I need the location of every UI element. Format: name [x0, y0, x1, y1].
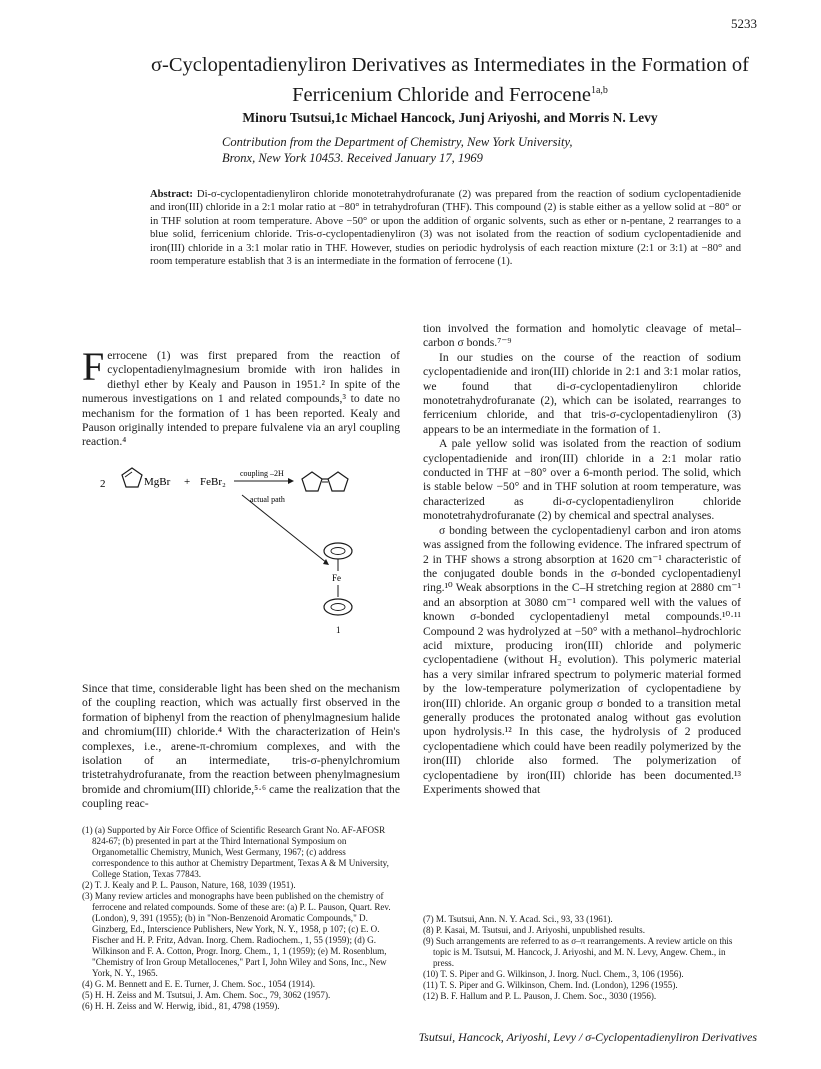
footnote-5: (5) H. H. Zeiss and M. Tsutsui, J. Am. Chem. Soc., 79, 3062 (1957).: [82, 990, 331, 1000]
footnote-6: (6) H. H. Zeiss and W. Herwig, ibid., 81, 4798 (1959).: [82, 1001, 280, 1011]
contribution-line-1: Contribution from the Department of Chemistry, New York University,: [222, 135, 573, 149]
reaction-scheme: [92, 445, 392, 665]
author-list: Minoru Tsutsui,1c Michael Hancock, Junj Ariyoshi, and Morris N. Levy: [242, 110, 658, 125]
contribution-line-2: Bronx, New York 10453. Received January 17, 1969: [222, 151, 483, 165]
footnotes-right: [423, 914, 741, 1002]
abstract-label: Abstract:: [150, 189, 193, 200]
paragraph-sigma-bonding: σ bonding between the cyclopentadienyl carbon and iron atoms was assigned from the following evidence. The infrared spectrum of 2 in THF shows a strong absorption at 1620 cm⁻¹ characteristic of the conjugated double bonds in the σ-bonded cyclopentadienyl ring.¹⁰ Weak absorptions in the C–H stretching region at 2880 cm⁻¹ and an absorption at 3080 cm⁻¹ compared well with the values of known σ-bonded cyclopentadienyl metal compounds.¹⁰·¹¹ Compound 2 was hydrolyzed at −50° with a methanol–hydrochloric acid mixture, producing iron(III) chloride and polymeric cyclopentadiene (without H₂ evolution). This polymeric material has a very similar infrared spectrum to polymeric material formed by the low-temperature polymerization of cyclopentadiene by iron(III) chloride. An organic group σ bonded to a transition metal generally produces the protonated analog without gas evolution upon hydrolysis.¹² In this case, the hydrolysis of 2 produced cyclopentadiene which could have been readily polymerized by the iron(III) chloride also formed. The polymerization of cyclopentadiene by iron(III) chloride has been documented.¹³ Experiments showed that: [423, 523, 741, 796]
paragraph-intro: [82, 344, 400, 450]
drop-cap: F: [82, 344, 105, 389]
actual-path-label: actual path: [250, 495, 285, 504]
paragraph-isolation: A pale yellow solid was isolated from the reaction of sodium cyclopentadienide and iron(III) chloride in a 2:1 molar ratio conducted in THF at −80° over a 6-month period. The solid, which is stable below −50° and in THF solution at room temperature, was characterized as di-σ-cyclopentadienyliron chloride monotetrahydrofuranate (2) by chemical and spectral analyses.: [423, 437, 741, 523]
scheme-mgbr: MgBr: [144, 476, 171, 488]
compound-label: 1: [336, 625, 341, 635]
ferrocene-iron: Fe: [332, 573, 341, 583]
right-column: [423, 322, 741, 797]
ferrocene-top-ring-inner: [331, 548, 345, 555]
article-title: [150, 52, 750, 108]
left-column-bottom: [82, 682, 400, 812]
ferrocene-bottom-ring: [324, 599, 352, 615]
scheme-febr2: FeBr₂: [200, 476, 226, 488]
ferrocene-top-ring: [324, 543, 352, 559]
fulvalene-ring-right: [328, 472, 348, 491]
actual-path-arrow: [242, 495, 327, 563]
abstract: [150, 188, 741, 268]
cyclopentadienyl-ring: [122, 468, 142, 487]
title-text: σ-Cyclopentadienyliron Derivatives as Intermediates in the Formation of Ferricenium Chloride and Ferrocene: [151, 54, 749, 106]
contribution-note: [222, 134, 742, 166]
ferrocene-bottom-ring-inner: [331, 604, 345, 611]
footnote-10: (10) T. S. Piper and G. Wilkinson, J. Inorg. Nucl. Chem., 3, 106 (1956).: [423, 969, 684, 979]
paragraph-mechanism: Since that time, considerable light has been shed on the mechanism of the coupling reaction, which was actually first observed in the formation of biphenyl from the reaction of phenylmagnesium halide and chromium(III) chloride.⁴ With the characterization of Hein's complexes, i.e., arene-π-chromium complexes, and with the isolation of an intermediate, tris-σ-phenylchromium tristetrahydrofuranate, from the reaction between phenylmagnesium bromide and chromium(III) chloride,⁵·⁶ came the realization that the coupling reac-: [82, 682, 400, 811]
footnote-7: (7) M. Tsutsui, Ann. N. Y. Acad. Sci., 93, 33 (1961).: [423, 914, 613, 924]
paragraph-intro-text: errocene (1) was first prepared from the reaction of cyclopentadienylmagnesium bromide with iron halides in diethyl ether by Kealy and Pauson in 1951.² In spite of the numerous investigations on 1 and related compounds,³ to date no mechanism for the formation of 1 has been reported. Kealy and Pauson originally intended to prepare fulvalene via an aryl coupling reaction.⁴: [82, 349, 400, 449]
footnote-3: (3) Many review articles and monographs have been published on the chemistry of ferrocene and related compounds. Some of these are: (a) P. L. Pauson, Quart. Rev. (London), 9, 391 (1955); (b) in "Non-Benzenoid Aromatic Compounds," D. Ginzberg, Ed., Interscience Publishers, New York, N. Y., 1958, p 107; (c) E. O. Fischer and H. P. Fritz, Advan. Inorg. Chem. Radiochem., 1, 55 (1959); (d) G. Wilkinson and F. A. Cotton, Progr. Inorg. Chem., 1, 1 (1959); (e) M. Rosenblum, "Chemistry of Iron Group Metallocenes," Part I, John Wiley and Sons, Inc., New York, N. Y., 1965.: [82, 891, 391, 978]
paragraph-studies: In our studies on the course of the reaction of sodium cyclopentadienide and iron(III) chloride in 2:1 and 3:1 molar ratios, we found that di-σ-cyclopentadienyliron chloride monotetrahydrofuranate (2), which can be isolated, rearranges to ferricenium chloride, and that tris-σ-cyclopentadienyliron (3) appears to be an intermediate in the formation of 1.: [423, 350, 741, 436]
running-footer: Tsutsui, Hancock, Ariyoshi, Levy / σ-Cyclopentadienyliron Derivatives: [418, 1030, 757, 1044]
scheme-plus: +: [184, 476, 191, 488]
footnote-4: (4) G. M. Bennett and E. E. Turner, J. Chem. Soc., 1054 (1914).: [82, 979, 316, 989]
fulvalene-ring-left: [302, 472, 322, 491]
page-number: 5233: [731, 16, 757, 31]
left-column-top: [82, 344, 400, 450]
footnote-2: (2) T. J. Kealy and P. L. Pauson, Nature, 168, 1039 (1951).: [82, 880, 296, 890]
footnote-12: (12) B. F. Hallum and P. L. Pauson, J. Chem. Soc., 3030 (1956).: [423, 991, 657, 1001]
title-footnote-marker: 1a,b: [590, 85, 608, 96]
coupling-label: coupling –2H: [240, 469, 284, 478]
footnote-11: (11) T. S. Piper and G. Wilkinson, Chem. Ind. (London), 1296 (1955).: [423, 980, 678, 990]
footnote-8: (8) P. Kasai, M. Tsutsui, and J. Ariyoshi, unpublished results.: [423, 925, 645, 935]
scheme-coefficient: 2: [100, 478, 106, 490]
coupling-arrowhead: [288, 478, 294, 484]
footnote-1: (1) (a) Supported by Air Force Office of Scientific Research Grant No. AF-AFOSR 824-67; (b) presented in part at the Third International Symposium on Organometallic Chemistry, Munich, West Germany, 1967; (c) address correspondence to this author at Chemistry Department, Texas A & M University, College Station, Texas 77843.: [82, 825, 389, 879]
abstract-text: Di-σ-cyclopentadienyliron chloride monotetrahydrofuranate (2) was prepared from the reaction of sodium cyclopentadienide and iron(III) chloride in a 2:1 molar ratio at −80° in tetrahydrofuran (THF). This compound (2) is stable either as a yellow solid at −80° or in THF solution at room temperature. Above −50° or upon the addition of organic solvents, such as ether or n-pentane, 2 rearranges to a blue solid, ferricenium chloride. Tris-σ-cyclopentadienyliron (3) was not isolated from the reaction of sodium cyclopentadienide and iron(III) chloride in a 3:1 molar ratio in THF. However, studies on periodic hydrolysis of each reaction mixture (2:1 or 3:1) at −80° and room temperature establish that 3 is an intermediate in the formation of ferrocene (1).: [150, 189, 741, 268]
footnotes-left: [82, 825, 400, 1012]
paragraph-continuation: tion involved the formation and homolytic cleavage of metal–carbon σ bonds.⁷⁻⁹: [423, 322, 741, 350]
footnote-9: (9) Such arrangements are referred to as σ–π rearrangements. A review article on this topic is M. Tsutsui, M. Hancock, J. Ariyoshi, and M. N. Levy, Angew. Chem., in press.: [423, 936, 733, 968]
